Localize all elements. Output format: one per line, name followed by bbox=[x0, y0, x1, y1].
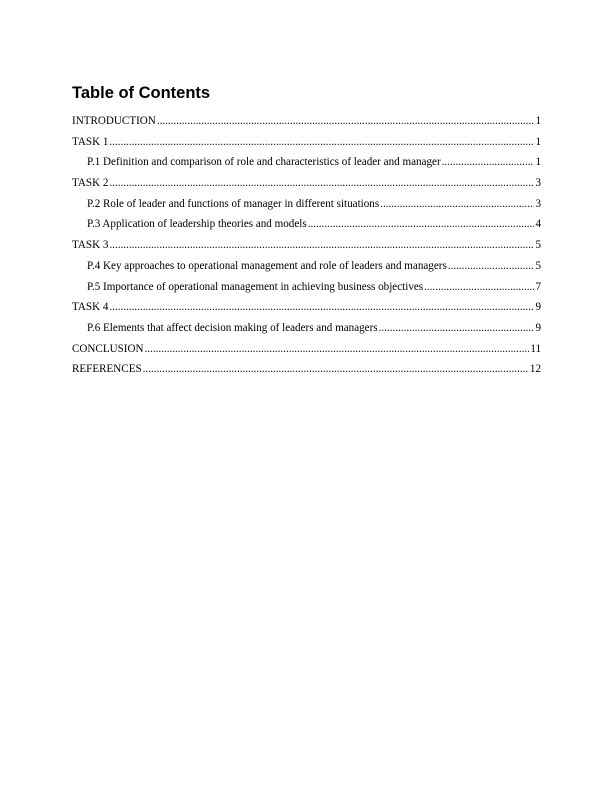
toc-page-number: 1 bbox=[535, 135, 541, 148]
toc-entry-label: TASK 2 bbox=[72, 177, 109, 190]
dot-leader bbox=[442, 156, 535, 168]
toc-page-number: 11 bbox=[530, 342, 541, 355]
toc-entry-task-1[interactable] bbox=[72, 136, 541, 157]
toc-entry-conclusion[interactable] bbox=[72, 343, 541, 364]
dot-leader bbox=[145, 343, 530, 355]
dot-leader bbox=[308, 218, 535, 230]
toc-entry-label: P.5 Importance of operational management in achieving business objectives bbox=[87, 280, 424, 293]
toc-entry-label: REFERENCES bbox=[72, 363, 142, 376]
toc-page-number: 9 bbox=[535, 321, 541, 334]
toc-entry-label: P.6 Elements that affect decision making of leaders and managers bbox=[87, 321, 378, 334]
toc-entry-p3[interactable] bbox=[72, 218, 541, 239]
toc-entry-label: P.3 Application of leadership theories and models bbox=[87, 218, 307, 231]
dot-leader bbox=[109, 177, 534, 189]
dot-leader bbox=[109, 136, 534, 148]
toc-entry-p6[interactable] bbox=[72, 322, 541, 343]
toc-page-number: 1 bbox=[535, 115, 541, 127]
toc-page-number: 7 bbox=[535, 280, 541, 293]
table-of-contents bbox=[72, 115, 541, 384]
toc-entry-task-3[interactable] bbox=[72, 239, 541, 260]
toc-entry-p1[interactable] bbox=[72, 156, 541, 177]
toc-page-number: 9 bbox=[535, 301, 541, 314]
toc-entry-label: TASK 4 bbox=[72, 301, 109, 314]
dot-leader bbox=[109, 301, 534, 313]
toc-entry-p4[interactable] bbox=[72, 260, 541, 281]
toc-entry-introduction[interactable] bbox=[72, 115, 541, 136]
dot-leader bbox=[143, 363, 529, 375]
toc-entry-label: TASK 1 bbox=[72, 135, 109, 148]
toc-entry-label: P.4 Key approaches to operational management and role of leaders and managers bbox=[87, 259, 447, 272]
toc-page-number: 5 bbox=[535, 239, 541, 252]
toc-entry-references[interactable] bbox=[72, 363, 541, 384]
toc-page-number: 3 bbox=[535, 197, 541, 210]
dot-leader bbox=[379, 322, 535, 334]
toc-page-number: 4 bbox=[535, 218, 541, 231]
dot-leader bbox=[109, 239, 534, 251]
dot-leader bbox=[380, 198, 534, 210]
dot-leader bbox=[448, 260, 535, 272]
toc-page-number: 5 bbox=[535, 259, 541, 272]
dot-leader bbox=[424, 281, 534, 293]
toc-page-number: 3 bbox=[535, 177, 541, 190]
toc-page-number: 1 bbox=[535, 156, 541, 169]
toc-entry-label: P.1 Definition and comparison of role and characteristics of leader and manager bbox=[87, 156, 441, 169]
toc-page-number: 12 bbox=[529, 363, 541, 376]
toc-entry-label: TASK 3 bbox=[72, 239, 109, 252]
toc-entry-task-4[interactable] bbox=[72, 301, 541, 322]
toc-entry-label: CONCLUSION bbox=[72, 342, 144, 355]
toc-entry-p5[interactable] bbox=[72, 281, 541, 302]
toc-entry-task-2[interactable] bbox=[72, 177, 541, 198]
toc-entry-p2[interactable] bbox=[72, 198, 541, 219]
toc-entry-label: P.2 Role of leader and functions of manager in different situations bbox=[87, 197, 380, 210]
toc-entry-label: INTRODUCTION bbox=[72, 115, 156, 127]
dot-leader bbox=[157, 115, 535, 127]
toc-heading: Table of Contents bbox=[72, 84, 211, 102]
